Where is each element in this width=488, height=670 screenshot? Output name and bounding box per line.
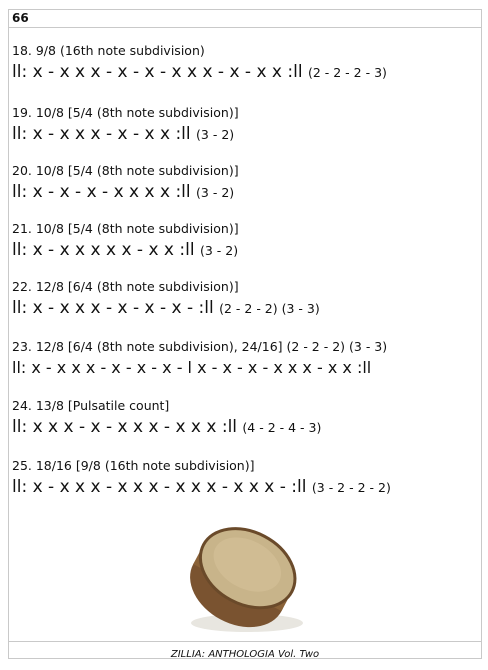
rhythm-pattern: [12, 61, 480, 84]
rhythm-pattern: [12, 476, 480, 499]
rhythm-pattern: [12, 181, 480, 204]
exercise-title: 18. 9/8 (16th note subdivision): [12, 43, 205, 58]
page-number: 66: [12, 11, 29, 25]
exercise-title: 25. 18/16 [9/8 (16th note subdivision)]: [12, 458, 255, 473]
exercise-22: [12, 279, 480, 320]
exercise-19: [12, 105, 480, 146]
page-footer: [9, 641, 481, 658]
rhythm-notation: ll: x - x - x - x x x x :ll: [12, 182, 191, 202]
rhythm-notation: ll: x - x x x x x - x x :ll: [12, 240, 195, 260]
rhythm-notation: ll: x - x x x - x x x - x x x - x x x - :ll: [12, 477, 307, 497]
rhythm-notation: ll: x - x x x - x - x x :ll: [12, 124, 191, 144]
exercise-18: [12, 43, 480, 84]
rhythm-pattern: [12, 357, 480, 379]
beat-grouping: (3 - 2): [196, 185, 235, 200]
rhythm-pattern: [12, 239, 480, 262]
exercise-21: [12, 221, 480, 262]
rhythm-pattern: [12, 297, 480, 320]
footer-title: ZILLIA: ANTHOLOGIA Vol. Two: [170, 649, 320, 660]
rhythm-pattern: [12, 416, 480, 439]
exercise-title: 21. 10/8 [5/4 (8th note subdivision)]: [12, 221, 239, 236]
rhythm-notation: ll: x - x x x - x - x - x - :ll: [12, 298, 214, 318]
beat-grouping: (2 - 2 - 2 - 3): [307, 65, 387, 80]
exercise-24: [12, 398, 480, 439]
exercise-title: 22. 12/8 [6/4 (8th note subdivision)]: [12, 279, 239, 294]
rhythm-pattern: [12, 123, 480, 146]
page-header: [9, 10, 481, 28]
exercise-23: [12, 339, 480, 379]
beat-grouping: (2 - 2 - 2) (3 - 3): [219, 301, 320, 316]
rhythm-notation: ll: x x x - x - x x x - x x x :ll: [12, 417, 238, 437]
beat-grouping: (3 - 2 - 2 - 2): [311, 480, 391, 495]
rhythm-notation: ll: x - x x x - x - x - x x x - x - x x :ll: [12, 62, 303, 82]
exercise-title: 24. 13/8 [Pulsatile count]: [12, 398, 170, 413]
exercise-title: 23. 12/8 [6/4 (8th note subdivision), 24/16] (2 - 2 - 2) (3 - 3): [12, 339, 388, 354]
exercise-20: [12, 163, 480, 204]
exercise-title: 20. 10/8 [5/4 (8th note subdivision)]: [12, 163, 239, 178]
exercise-25: [12, 458, 480, 499]
exercise-title: 19. 10/8 [5/4 (8th note subdivision)]: [12, 105, 239, 120]
page: [8, 9, 482, 659]
beat-grouping: (3 - 2): [196, 127, 235, 142]
rhythm-notation: ll: x - x x x - x - x - x - l x - x - x - x x x - x x :ll: [12, 358, 372, 377]
beat-grouping: (3 - 2): [199, 243, 239, 258]
tambourine-illustration: [181, 519, 311, 637]
beat-grouping: (4 - 2 - 4 - 3): [242, 420, 322, 435]
